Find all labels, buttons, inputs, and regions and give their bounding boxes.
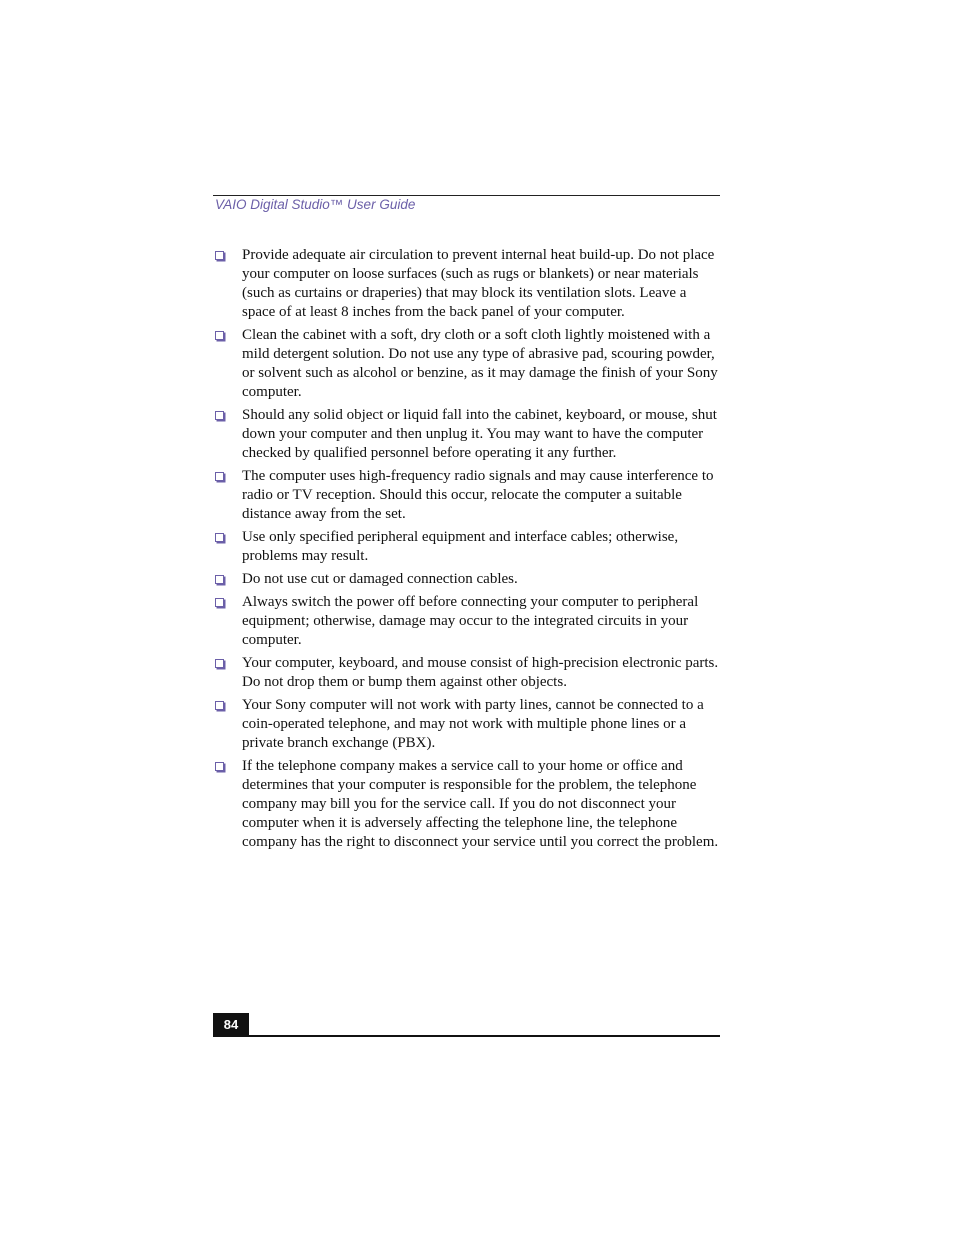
running-header-title: VAIO Digital Studio™ User Guide: [215, 197, 416, 212]
footer-rule: [213, 1035, 720, 1037]
list-item: [213, 406, 723, 463]
list-item-text: Should any solid object or liquid fall into the cabinet, keyboard, or mouse, shut down your computer and then unplug it. You may want to have the computer checked by qualified personnel before operating it any further.: [242, 407, 717, 461]
list-item: [213, 467, 723, 524]
square-bullet-icon: [215, 533, 224, 542]
list-item-text: Always switch the power off before connecting your computer to peripheral equipment; otherwise, damage may occur to the integrated circuits in your computer.: [242, 594, 699, 648]
square-bullet-icon: [215, 701, 224, 710]
list-item-text: Your Sony computer will not work with party lines, cannot be connected to a coin-operated telephone, and may not work with multiple phone lines or a private branch exchange (PBX).: [242, 697, 704, 751]
square-bullet-icon: [215, 411, 224, 420]
square-bullet-icon: [215, 472, 224, 481]
list-item: [213, 696, 723, 753]
list-item: [213, 528, 723, 566]
list-item-text: If the telephone company makes a service call to your home or office and determines that your computer is responsible for the problem, the telephone company may bill you for the service call. If you do not disconnect your computer when it is adversely affecting the telephone line, the telephone company has the right to disconnect your service until you correct the problem.: [242, 758, 719, 850]
square-bullet-icon: [215, 575, 224, 584]
list-item: [213, 593, 723, 650]
header-rule: [213, 195, 720, 196]
list-item: [213, 570, 723, 589]
page-number: 84: [213, 1013, 249, 1036]
square-bullet-icon: [215, 762, 224, 771]
safety-precautions-list: [213, 246, 723, 856]
square-bullet-icon: [215, 251, 224, 260]
square-bullet-icon: [215, 659, 224, 668]
square-bullet-icon: [215, 331, 224, 340]
list-item-text: Do not use cut or damaged connection cables.: [242, 571, 518, 587]
list-item-text: The computer uses high-frequency radio signals and may cause interference to radio or TV reception. Should this occur, relocate the computer a suitable distance away from the set.: [242, 468, 714, 522]
list-item: [213, 246, 723, 322]
list-item-text: Your computer, keyboard, and mouse consist of high-precision electronic parts. Do not drop them or bump them against other objects.: [242, 655, 719, 690]
list-item: [213, 326, 723, 402]
list-item: [213, 654, 723, 692]
square-bullet-icon: [215, 598, 224, 607]
list-item-text: Clean the cabinet with a soft, dry cloth or a soft cloth lightly moistened with a mild detergent solution. Do not use any type of abrasive pad, scouring powder, or solvent such as alcohol or benzine, as it may damage the finish of your Sony computer.: [242, 327, 718, 400]
list-item-text: Use only specified peripheral equipment and interface cables; otherwise, problems may result.: [242, 529, 679, 564]
list-item-text: Provide adequate air circulation to prevent internal heat build-up. Do not place your computer on loose surfaces (such as rugs or blankets) or near materials (such as curtains or draperies) that may block its ventilation slots. Leave a space of at least 8 inches from the back panel of your computer.: [242, 247, 715, 320]
list-item: [213, 757, 723, 852]
